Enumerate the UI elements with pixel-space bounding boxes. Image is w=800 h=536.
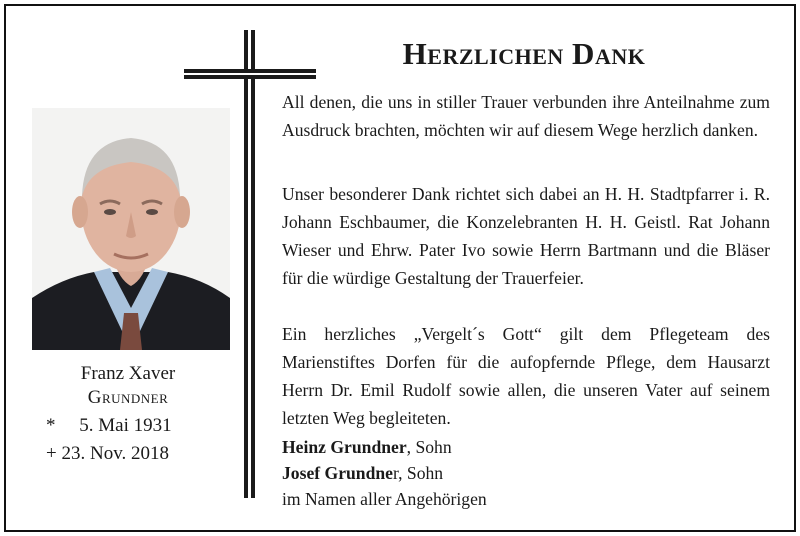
thanks-paragraph-3: Ein herzliches „Vergelt´s Gott“ gilt dem Pflegeteam des Marienstiftes Dorfen für die aufopfernde Pflege, dem Hausarzt Herrn Dr. Emil Rudolf sowie allen, die unseren Vater auf seinem letzten Weg begleiteten. [282,324,770,428]
signature-block [282,434,487,512]
signer-2-relation: , Sohn [398,463,444,483]
cross-icon [244,30,255,498]
signer-1-name: Heinz Grundner [282,437,407,457]
portrait-photo [32,108,230,350]
signer-2-name-tail: r [392,463,399,483]
deceased-first-name: Franz Xaver [80,363,176,384]
deceased-last-name: Grundner [87,387,169,408]
signer-2-name: Josef Grundne [282,463,393,483]
signer-2 [282,460,487,486]
portrait-illustration [32,108,230,350]
signer-1 [282,434,487,460]
deceased-name [0,362,256,410]
thanks-paragraph-2: Unser besonderer Dank richtet sich dabei an H. H. Stadtpfarrer i. R. Johann Eschbaumer, die Konzelebranten H. H. Geistl. Rat Johann Wieser und Ehrw. Pater Ivo sowie Herrn Bartmann und die Bläser für die würdige Gestaltung der Trauerfeier. [282,184,770,288]
death-symbol: + [46,443,57,464]
death-row [46,440,172,468]
signer-1-relation: , Sohn [406,437,452,457]
closing-line: im Namen aller Angehörigen [282,489,487,509]
thanks-paragraph-1: All denen, die uns in stiller Trauer verbunden ihre Anteilnahme zum Ausdruck brachten, möchten wir auf diesem Wege herzlich danken. [282,92,770,140]
birth-row [46,412,172,440]
life-dates [46,412,172,468]
birth-symbol: * [46,415,56,436]
notice-title: Herzlichen Dank [402,36,646,71]
death-date: 23. Nov. 2018 [61,443,169,464]
birth-date: 5. Mai 1931 [79,415,172,436]
